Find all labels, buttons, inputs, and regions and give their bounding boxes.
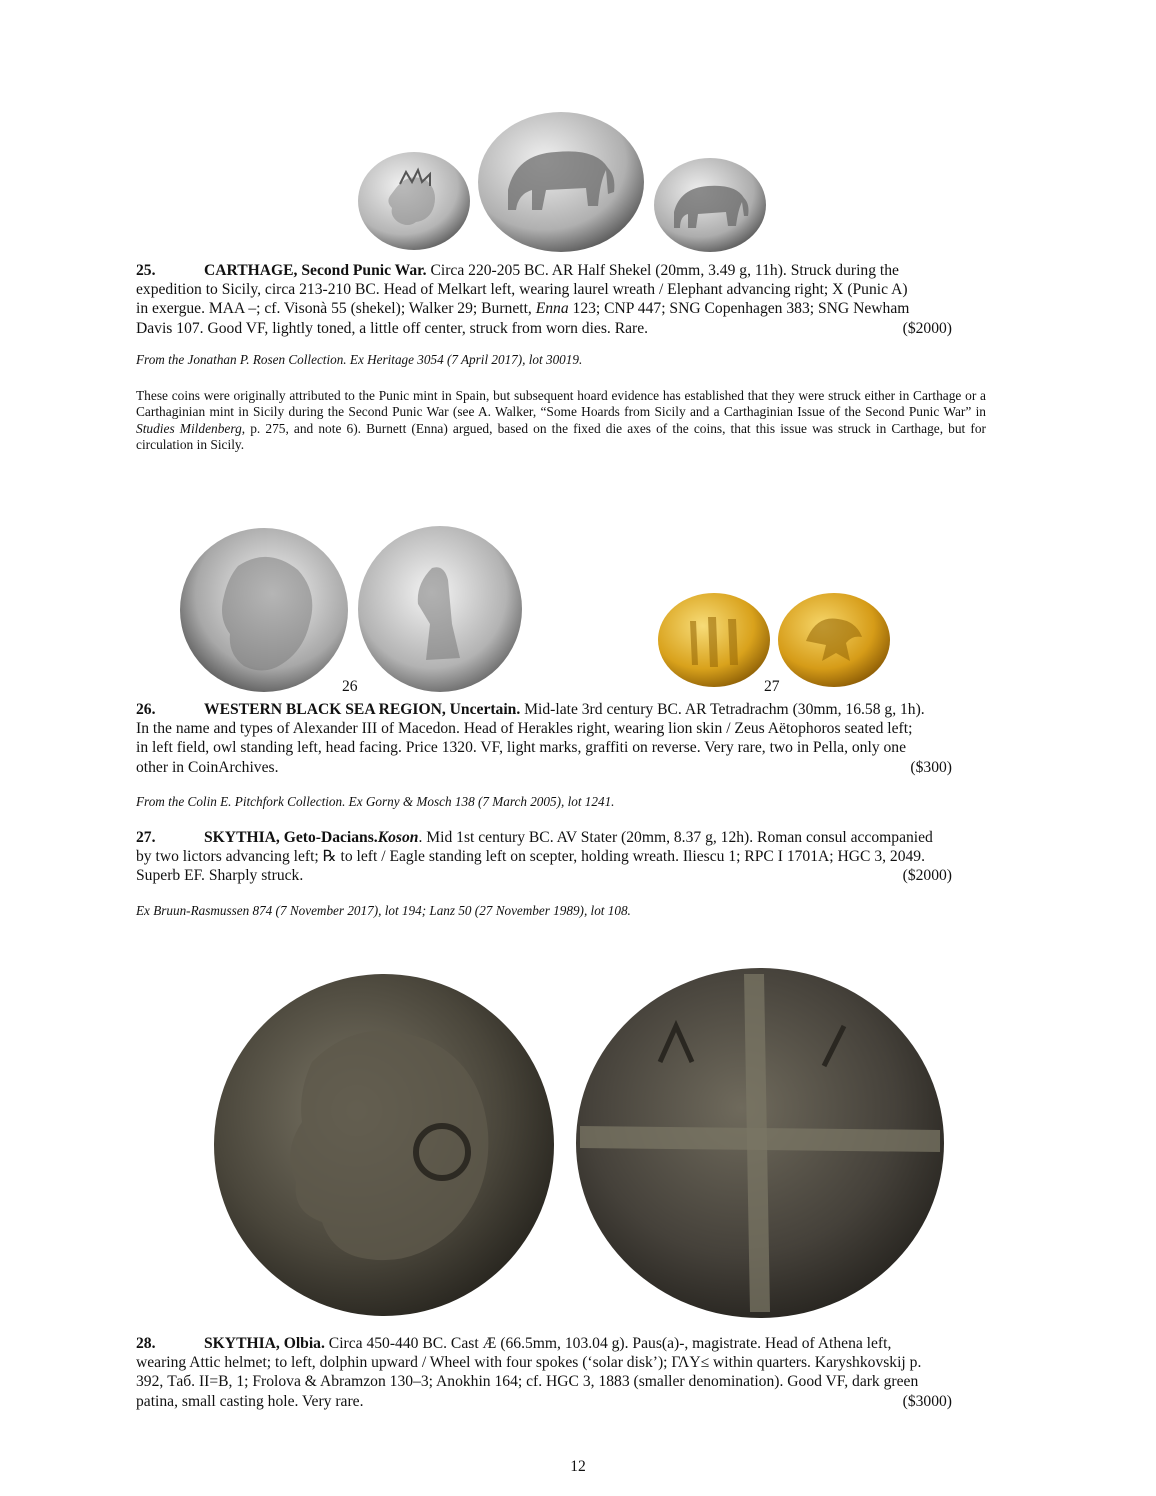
lot-28-description (136, 1334, 986, 1411)
lot25-reverse-coin-image-small (652, 156, 768, 254)
lot-text-line: Mid-late 3rd century BC. AR Tetradrachm (30mm, 16.58 g, 1h). (524, 701, 925, 718)
lot-title: WESTERN BLACK SEA REGION, Uncertain. (204, 701, 521, 718)
lot-26-photo-label: 26 (342, 678, 358, 695)
lot25-reverse-coin-image (476, 110, 646, 254)
lot-number: 26. (136, 701, 156, 718)
lot-27-description (136, 828, 986, 886)
lot27-obverse-coin-image (656, 591, 772, 689)
lot-price: ($3000) (902, 1392, 952, 1410)
lot-25-description (136, 261, 986, 338)
lot-text-line: Circa 220-205 BC. AR Half Shekel (20mm, 3.49 g, 11h). Struck during the (430, 262, 899, 279)
lot-text-line: wearing Attic helmet; to left, dolphin upward / Wheel with four spokes (‘solar disk’); ΓΛY≤ within quarters. Karyshkovskij p. (136, 1354, 922, 1372)
lot-price: ($2000) (902, 319, 952, 337)
lot-27-photo-label: 27 (764, 678, 780, 695)
lot-text-line: patina, small casting hole. Very rare. (136, 1392, 364, 1410)
lot-26-description (136, 700, 986, 777)
lot28-reverse-coin-image (574, 966, 946, 1320)
lot-27-provenance: Ex Bruun-Rasmussen 874 (7 November 2017), lot 194; Lanz 50 (27 November 1989), lot 108. (136, 903, 631, 918)
lot-title: SKYTHIA, Geto-Dacians. (204, 829, 378, 846)
lot-title: SKYTHIA, Olbia. (204, 1335, 325, 1352)
note-italic: Studies Mildenberg (136, 420, 242, 436)
lot-title: CARTHAGE, Second Punic War. (204, 262, 427, 279)
page-number: 12 (570, 1458, 586, 1475)
lot-title-italic: Koson (377, 829, 419, 846)
lot-text-line: 392, Таб. II=B, 1; Frolova & Abramzon 130–3; Anokhin 164; cf. HGC 3, 1883 (smaller denomination). Good VF, dark green (136, 1373, 919, 1391)
lot26-obverse-coin-image (178, 526, 350, 694)
lot-text-line: 123; CNP 447; SNG Copenhagen 383; SNG Newham (568, 300, 910, 318)
lot26-reverse-coin-image (356, 524, 524, 694)
lot-text-line: by two lictors advancing left; ℞ to left / Eagle standing left on scepter, holding wreath. Iliescu 1; RPC I 1701A; HGC 3, 2049. (136, 848, 925, 866)
lot-text-line: other in CoinArchives. (136, 758, 279, 776)
lot-text-line: Circa 450-440 BC. Cast Æ (66.5mm, 103.04 g). Paus(a)-, magistrate. Head of Athena left, (328, 1335, 892, 1352)
note-text: , p. 275, and note 6). Burnett (Enna) argued, based on the fixed die axes of the coins, that this issue was struck in Carthage, but for circulation in Sicily. (136, 420, 986, 452)
lot-number: 27. (136, 829, 156, 846)
lot-text-line: expedition to Sicily, circa 213-210 BC. Head of Melkart left, wearing laurel wreath / Elephant advancing right; X (Punic A) (136, 281, 908, 299)
lot-text-line: In the name and types of Alexander III of Macedon. Head of Herakles right, wearing lion skin / Zeus Aëtophoros seated left; (136, 720, 913, 738)
lot27-reverse-coin-image (776, 591, 892, 689)
lot-price: ($2000) (902, 867, 952, 885)
lot25-obverse-coin-image (356, 150, 472, 252)
lot-26-provenance: From the Colin E. Pitchfork Collection. Ex Gorny & Mosch 138 (7 March 2005), lot 1241. (136, 794, 615, 809)
lot28-obverse-coin-image (212, 972, 556, 1318)
lot-25-note (136, 388, 986, 453)
lot-price: ($300) (910, 758, 952, 776)
note-text: These coins were originally attributed to the Punic mint in Spain, but subsequent hoard evidence has established that they were struck either in Carthage or a Carthaginian mint in Sicily during the Second Punic War (see A. Walker, “Some Hoards from Sicily and a Carthaginian Issue of the Second Punic War” in (136, 388, 986, 420)
lot-text-line: Superb EF. Sharply struck. (136, 867, 304, 885)
lot-number: 28. (136, 1335, 156, 1352)
lot-text-line: in left field, owl standing left, head facing. Price 1320. VF, light marks, graffiti on reverse. Very rare, two in Pella, only one (136, 739, 907, 757)
lot-25-provenance: From the Jonathan P. Rosen Collection. Ex Heritage 3054 (7 April 2017), lot 30019. (136, 352, 583, 367)
lot-text-line: Davis 107. Good VF, lightly toned, a little off center, struck from worn dies. Rare. (136, 319, 649, 337)
lot-text-line: . Mid 1st century BC. AV Stater (20mm, 8.37 g, 12h). Roman consul accompanied (418, 829, 933, 846)
lot-number: 25. (136, 262, 156, 279)
lot-text-line: in exergue. MAA –; cf. Visonà 55 (shekel); Walker 29; Burnett, (136, 300, 536, 318)
lot-text-italic: Enna (535, 300, 569, 318)
